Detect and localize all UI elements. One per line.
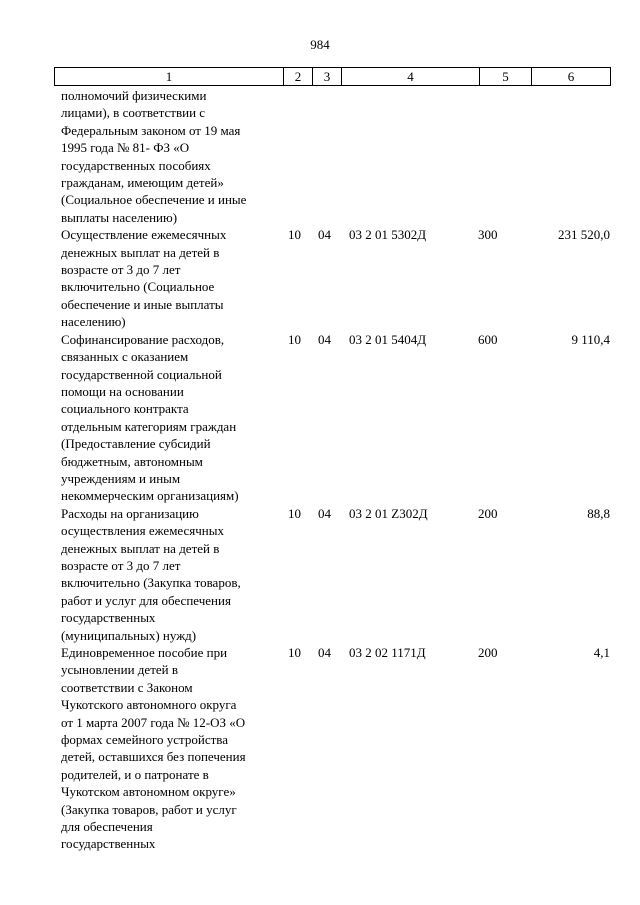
column-header-6: 6 [532,68,611,86]
page-number: 984 [310,37,330,52]
row-target-article-code: 03 2 02 1171Д [349,645,426,660]
row-amount: 88,8 [587,505,610,521]
column-header-3: 3 [313,68,342,86]
column-header-5: 5 [480,68,532,86]
row-target-article-code: 03 2 01 Z302Д [349,505,428,521]
row-description: полномочий физическими лицами), в соответствии с Федеральным законом от 19 мая 1995 года № 81- ФЗ «О государственных пособиях гражданам, имеющим детей» (Социальное обеспечение и иные выплаты населению) [61,88,247,225]
row-subsection-code: 04 [318,331,331,347]
row-amount: 4,1 [593,645,610,660]
row-subsection-code: 04 [318,645,331,660]
row-section-code: 10 [288,645,301,660]
row-amount: 9 110,4 [571,331,610,347]
table-row [61,226,610,330]
row-expense-type-code: 200 [478,645,498,660]
row-expense-type-code: 300 [478,227,498,243]
table-row [61,87,610,226]
column-header-table [54,67,611,86]
column-header-2: 2 [284,68,313,86]
column-header-1: 1 [55,68,284,86]
row-description: Единовременное пособие при усыновлении детей в соответствии с Законом Чукотского автономного округа от 1 марта 2007 года № 12-ОЗ «О формах семейного устройства детей, оставшихся без попечения родителей, и о патронате в Чукотском автономном округе» (Закупка товаров, работ и услуг для обеспечения государственных [61,645,246,852]
row-description: Софинансирование расходов, связанных с оказанием государственной социальной помощи на основании социального контракта отдельным категориям граждан (Предоставление субсидий бюджетным, автономным учреждениям и иным некоммерческим организациям) [61,331,239,504]
row-target-article-code: 03 2 01 5302Д [349,227,427,243]
row-target-article-code: 03 2 01 5404Д [349,331,427,347]
row-expense-type-code: 200 [478,505,498,521]
table-row [61,505,610,644]
table-row [61,331,610,505]
budget-table-body [61,87,610,853]
column-header-4: 4 [342,68,480,86]
table-row [61,644,610,853]
row-section-code: 10 [288,505,301,521]
row-amount: 231 520,0 [558,227,610,243]
column-header-row [55,68,611,86]
row-subsection-code: 04 [318,505,331,521]
row-section-code: 10 [288,227,301,243]
row-description: Расходы на организацию осуществления ежемесячных денежных выплат на детей в возрасте от 3 до 7 лет включительно (Закупка товаров, работ и услуг для обеспечения государственных (муниципальных) нужд) [61,505,241,643]
row-description: Осуществление ежемесячных денежных выплат на детей в возрасте от 3 до 7 лет включительно (Социальное обеспечение и иные выплаты населению) [61,227,227,330]
row-section-code: 10 [288,331,301,347]
row-expense-type-code: 600 [478,331,498,347]
row-subsection-code: 04 [318,227,331,243]
